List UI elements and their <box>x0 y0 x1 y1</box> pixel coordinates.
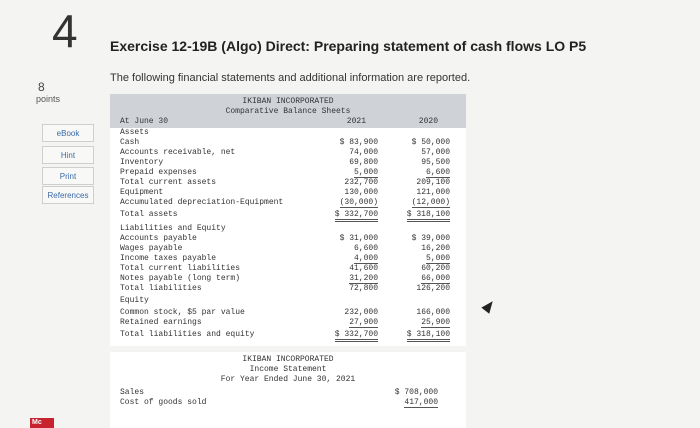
value-2020: $ 50,000 <box>411 138 450 147</box>
value-2020: 5,000 <box>425 254 450 263</box>
value-2020: 166,000 <box>416 308 450 317</box>
table-row <box>120 224 456 233</box>
row-label: Accounts receivable, net <box>120 148 236 157</box>
bs-date-label: At June 30 <box>120 117 169 126</box>
value-2021: 41,600 <box>349 264 378 273</box>
value-2020: $ 318,100 <box>407 210 450 222</box>
exercise-intro: The following financial statements and additional information are reported. <box>110 72 471 84</box>
points-value: 8 <box>38 80 45 94</box>
table-row <box>120 284 456 293</box>
table-row <box>120 168 456 177</box>
hint-button[interactable]: Hint <box>42 146 94 164</box>
row-label: Equity <box>120 296 149 305</box>
value-2020: 209,100 <box>416 178 450 187</box>
value-2021: 31,200 <box>349 274 378 283</box>
bs-col-2020: 2020 <box>418 117 438 126</box>
table-row <box>120 398 456 407</box>
table-row <box>120 244 456 253</box>
value-2020: 16,200 <box>421 244 450 253</box>
table-row <box>120 128 456 137</box>
table-row <box>120 188 456 197</box>
row-label: Cash <box>120 138 140 147</box>
table-row <box>120 210 456 219</box>
value-2021: 130,000 <box>344 188 378 197</box>
row-label: Liabilities and Equity <box>120 224 226 233</box>
value-2020: 126,200 <box>416 284 450 293</box>
row-value: $ 708,000 <box>394 388 438 397</box>
value-2021: $ 332,700 <box>335 330 378 342</box>
table-row <box>120 138 456 147</box>
bs-statement-title: Comparative Balance Sheets <box>225 107 351 116</box>
row-label: Total liabilities <box>120 284 202 293</box>
row-label: Wages payable <box>120 244 183 253</box>
brand-logo: Mc <box>30 418 54 428</box>
bs-company: IKIBAN INCORPORATED <box>242 97 334 106</box>
value-2021: 232,000 <box>344 308 378 317</box>
points-label: points <box>36 94 61 104</box>
value-2021: 72,800 <box>349 284 378 293</box>
bs-col-2021: 2021 <box>346 117 366 126</box>
row-label: Assets <box>120 128 149 137</box>
value-2021: 74,000 <box>349 148 378 157</box>
references-button[interactable]: References <box>42 186 94 204</box>
mouse-cursor-icon <box>481 298 496 314</box>
value-2020: $ 318,100 <box>407 330 450 342</box>
table-row <box>120 178 456 187</box>
value-2021: (30,000) <box>339 198 378 207</box>
row-label: Total current liabilities <box>120 264 241 273</box>
value-2021: $ 332,700 <box>335 210 378 222</box>
value-2021: 4,000 <box>353 254 378 263</box>
table-row <box>120 148 456 157</box>
table-row <box>120 318 456 327</box>
table-row <box>120 274 456 283</box>
row-label: Notes payable (long term) <box>120 274 241 283</box>
value-2020: 95,500 <box>421 158 450 167</box>
value-2020: 66,000 <box>421 274 450 283</box>
row-label: Total liabilities and equity <box>120 330 255 339</box>
row-label: Sales <box>120 388 145 397</box>
value-2021: 5,000 <box>353 168 378 177</box>
row-label: Total assets <box>120 210 178 219</box>
bs-column-header <box>120 117 456 126</box>
ebook-button[interactable]: eBook <box>42 124 94 142</box>
table-row <box>120 234 456 243</box>
table-row <box>120 158 456 167</box>
is-period: For Year Ended June 30, 2021 <box>220 375 356 384</box>
table-row <box>120 264 456 273</box>
row-label: Common stock, $5 par value <box>120 308 245 317</box>
value-2020: 121,000 <box>416 188 450 197</box>
value-2021: 232,700 <box>344 178 378 187</box>
table-row <box>120 254 456 263</box>
row-label: Total current assets <box>120 178 217 187</box>
question-number: 4 <box>52 5 78 57</box>
row-label: Accounts payable <box>120 234 197 243</box>
row-label: Equipment <box>120 188 164 197</box>
value-2020: $ 39,000 <box>411 234 450 243</box>
table-row <box>120 388 456 397</box>
table-row <box>120 330 456 339</box>
table-row <box>120 198 456 207</box>
print-button[interactable]: Print <box>42 167 94 185</box>
row-label: Inventory <box>120 158 164 167</box>
value-2020: 60,200 <box>421 264 450 273</box>
value-2020: 6,600 <box>425 168 450 177</box>
value-2021: 27,900 <box>349 318 378 327</box>
balance-sheet <box>110 94 466 346</box>
value-2021: $ 83,900 <box>339 138 378 147</box>
income-statement <box>110 352 466 428</box>
row-label: Cost of goods sold <box>120 398 207 407</box>
value-2021: $ 31,000 <box>339 234 378 243</box>
exercise-title: Exercise 12-19B (Algo) Direct: Preparing statement of cash flows LO P5 <box>110 38 587 54</box>
row-value: 417,000 <box>404 398 438 407</box>
row-label: Prepaid expenses <box>120 168 197 177</box>
value-2020: (12,000) <box>411 198 450 207</box>
row-label: Income taxes payable <box>120 254 217 263</box>
value-2020: 25,900 <box>421 318 450 327</box>
value-2021: 6,600 <box>353 244 378 253</box>
table-row <box>120 296 456 305</box>
is-statement-title: Income Statement <box>249 365 327 374</box>
value-2021: 69,800 <box>349 158 378 167</box>
table-row <box>120 308 456 317</box>
row-label: Accumulated depreciation-Equipment <box>120 198 284 207</box>
value-2020: 57,000 <box>421 148 450 157</box>
is-company: IKIBAN INCORPORATED <box>242 355 334 364</box>
row-label: Retained earnings <box>120 318 202 327</box>
